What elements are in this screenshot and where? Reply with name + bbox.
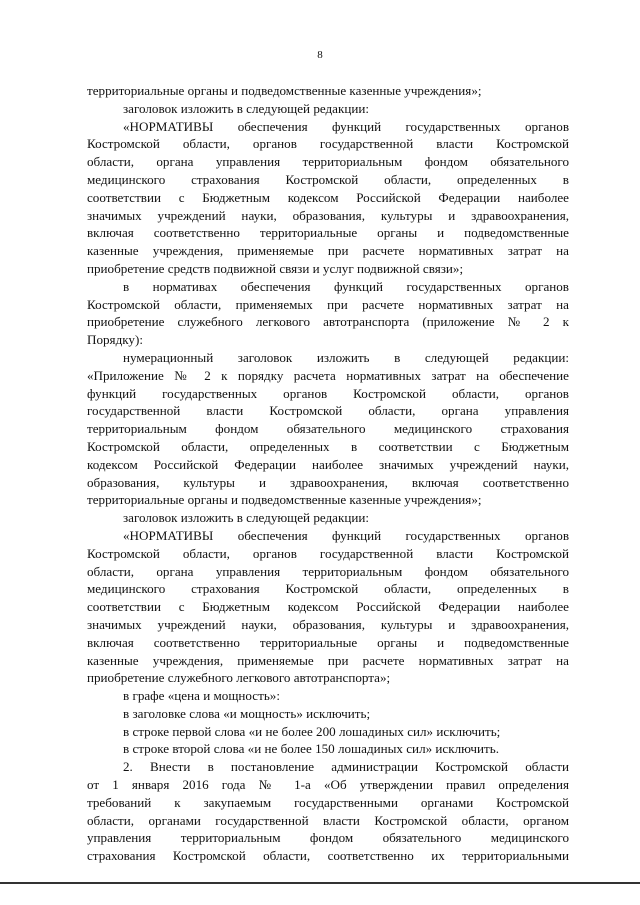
text-line: Костромской области, применяемых при расчете нормативных затрат на — [87, 296, 569, 312]
text-line: в строке первой слова «и не более 200 лошадиных сил» исключить; — [123, 723, 501, 739]
text-line: «НОРМАТИВЫ обеспечения функций государственных органов — [123, 527, 569, 543]
text-line: в графе «цена и мощность»: — [123, 688, 280, 704]
text-line: в нормативах обеспечения функций государственных органов — [123, 278, 569, 294]
text-line: «Приложение № 2 к порядку расчета нормативных затрат на обеспечение — [87, 367, 569, 383]
text-line: страхования Костромской области, соответственно их территориальными — [87, 848, 569, 864]
text-line: Костромской области, определенных в соответствии с Бюджетным — [87, 438, 569, 454]
text-line: функций государственных органов Костромской области, органов — [87, 385, 569, 401]
text-line: в строке второй слова «и не более 150 лошадиных сил» исключить. — [123, 741, 499, 757]
text-line: области, органами государственной власти Костромской области, органом — [87, 812, 569, 828]
page-number: 8 — [317, 49, 323, 61]
text-line: включая соответственно территориальные органы и подведомственные — [87, 634, 569, 650]
text-line: соответствии с Бюджетным кодексом Российской Федерации наиболее — [87, 599, 569, 615]
text-line: включая соответственно территориальные органы и подведомственные — [87, 225, 569, 241]
text-line: приобретение служебного легкового автотранспорта»; — [87, 670, 391, 686]
text-line: области, органа управления территориальным фондом обязательного — [87, 154, 569, 170]
text-line: заголовок изложить в следующей редакции: — [123, 510, 369, 526]
bottom-divider — [0, 882, 640, 884]
text-line: приобретение средств подвижной связи и услуг подвижной связи»; — [87, 260, 464, 276]
text-line: от 1 января 2016 года № 1-а «Об утверждении правил определения — [87, 777, 569, 793]
text-line: государственной власти Костромской области, органа управления — [87, 403, 569, 419]
text-line: медицинского страхования Костромской области, определенных в — [87, 581, 569, 597]
text-line: управления территориальным фондом обязательного медицинского — [87, 830, 569, 846]
text-line: приобретение служебного легкового автотранспорта (приложение № 2 к — [87, 314, 569, 330]
text-line: значимых учреждений науки, образования, культуры и здравоохранения, — [87, 207, 569, 223]
text-line: 2. Внести в постановление администрации Костромской области — [123, 759, 569, 775]
text-line: казенные учреждения, применяемые при расчете нормативных затрат на — [87, 652, 569, 668]
document-body — [87, 82, 569, 865]
text-line: нумерационный заголовок изложить в следующей редакции: — [123, 349, 569, 365]
text-line: заголовок изложить в следующей редакции: — [123, 100, 369, 116]
text-line: Костромской области, органов государственной власти Костромской — [87, 545, 569, 561]
text-line: соответствии с Бюджетным кодексом Российской Федерации наиболее — [87, 189, 569, 205]
text-line: казенные учреждения, применяемые при расчете нормативных затрат на — [87, 243, 569, 259]
text-line: Костромской области, органов государственной власти Костромской — [87, 136, 569, 152]
text-line: требований к закупаемым государственными органами Костромской — [87, 794, 569, 810]
text-line: области, органа управления территориальным фондом обязательного — [87, 563, 569, 579]
text-line: кодексом Российской Федерации наиболее значимых учреждений науки, — [87, 456, 569, 472]
text-line: территориальные органы и подведомственные казенные учреждения»; — [87, 83, 482, 98]
text-line: медицинского страхования Костромской области, определенных в — [87, 171, 569, 187]
text-line: значимых учреждений науки, образования, культуры и здравоохранения, — [87, 616, 569, 632]
text-line: образования, культуры и здравоохранения, включая соответственно — [87, 474, 569, 490]
text-line: территориальным фондом обязательного медицинского страхования — [87, 421, 569, 437]
text-line: территориальные органы и подведомственные казенные учреждения»; — [87, 492, 482, 508]
text-line: «НОРМАТИВЫ обеспечения функций государственных органов — [123, 118, 569, 134]
text-line: в заголовке слова «и мощность» исключить; — [123, 705, 371, 721]
text-line: Порядку): — [87, 332, 143, 348]
